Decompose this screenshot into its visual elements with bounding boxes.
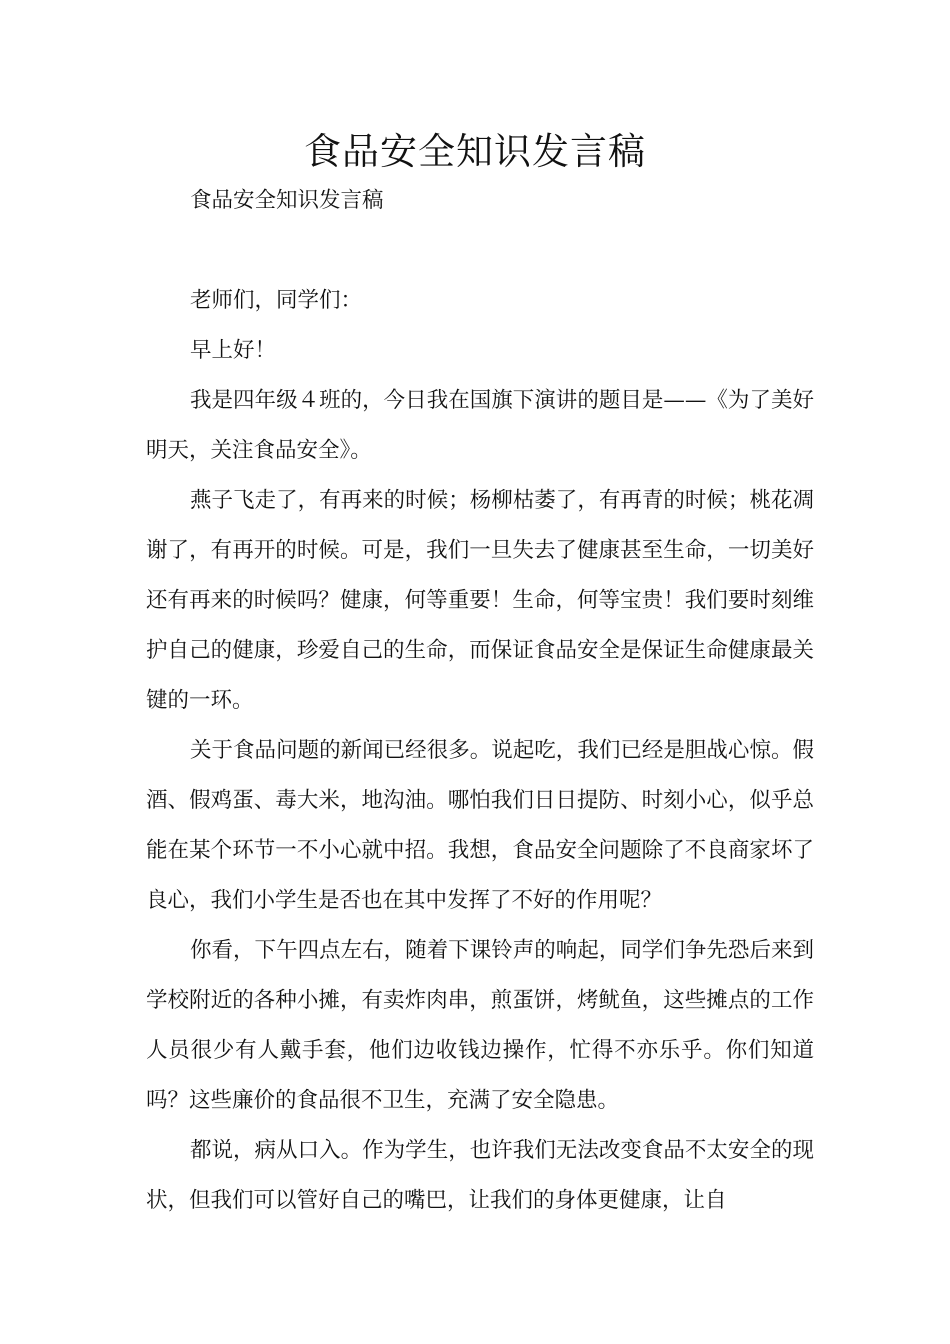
document-body — [146, 176, 814, 1226]
paragraph-conclusion: 都说，病从口入。作为学生，也许我们无法改变食品不太安全的现状，但我们可以管好自己的嘴巴，让我们的身体更健康，让自 — [146, 1138, 814, 1213]
paragraph-street-food: 你看，下午四点左右，随着下课铃声的响起，同学们争先恐后来到学校附近的各种小摊，有卖炸肉串，煎蛋饼，烤鱿鱼，这些摊点的工作人员很少有人戴手套，他们边收钱边操作，忙得不亦乐乎。你们知道吗？这些廉价的食品很不卫生，充满了安全隐患。 — [146, 938, 814, 1113]
paragraph-news: 关于食品问题的新闻已经很多。说起吃，我们已经是胆战心惊。假酒、假鸡蛋、毒大米，地沟油。哪怕我们日日提防、时刻小心，似乎总能在某个环节一不小心就中招。我想，食品安全问题除了不良商家坏了良心，我们小学生是否也在其中发挥了不好的作用呢？ — [146, 738, 814, 913]
paragraph-good-morning: 早上好！ — [190, 338, 277, 363]
paragraph-topic: 我是四年级４班的，今日我在国旗下演讲的题目是——《为了美好明天，关注食品安全》。 — [146, 388, 814, 463]
document-title: 食品安全知识发言稿 — [304, 130, 646, 173]
document-subtitle: 食品安全知识发言稿 — [190, 188, 384, 213]
paragraph-greeting: 老师们，同学们： — [190, 288, 363, 313]
paragraph-health: 燕子飞走了，有再来的时候；杨柳枯萎了，有再青的时候；桃花凋谢了，有再开的时候。可是，我们一旦失去了健康甚至生命，一切美好还有再来的时候吗？健康，何等重要！生命，何等宝贵！我们要时刻维护自己的健康，珍爱自己的生命，而保证食品安全是保证生命健康最关键的一环。 — [146, 488, 814, 713]
